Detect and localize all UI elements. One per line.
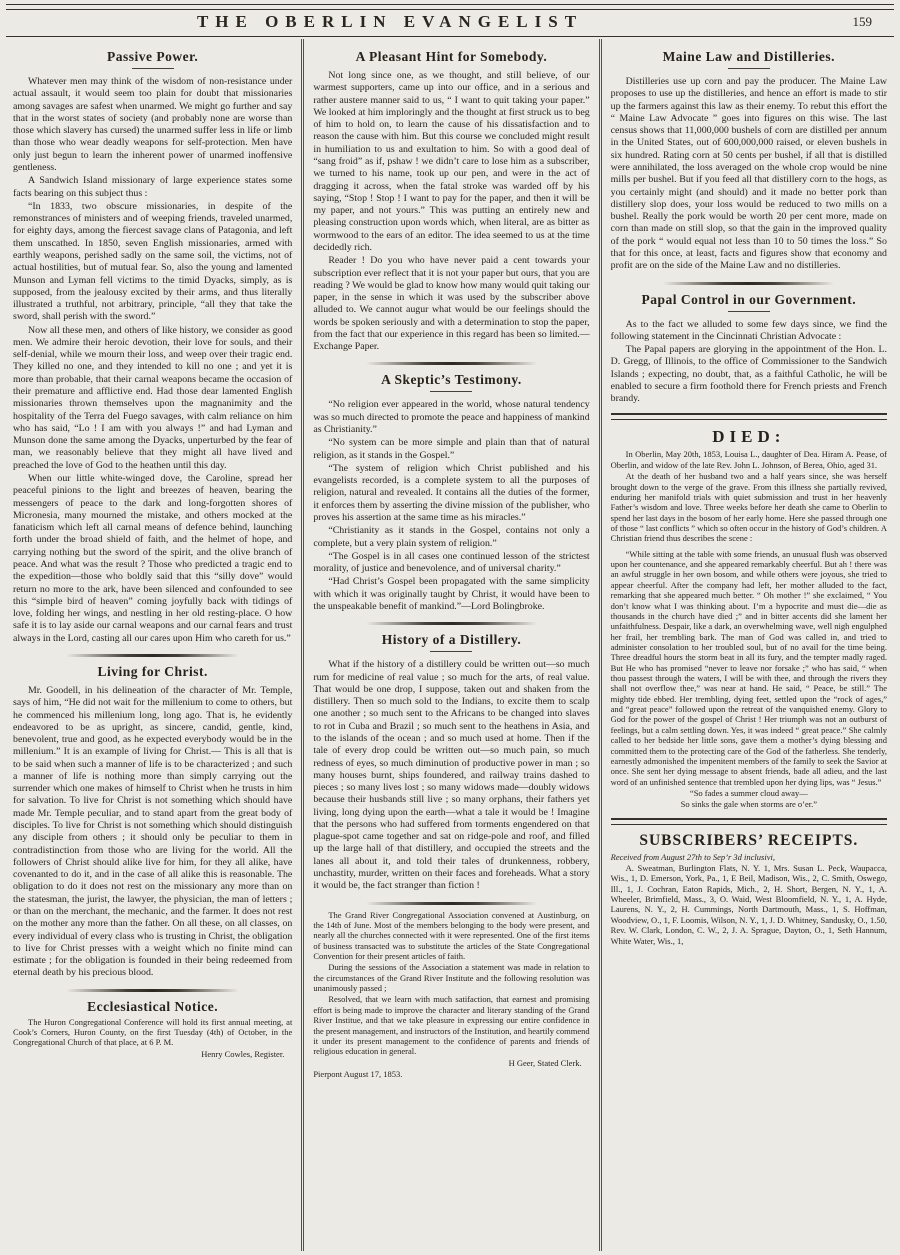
thick-rule [611, 413, 887, 420]
paragraph: “While sitting at the table with some friends, an unusual flush was observed upon her countenance, and she appeared remarkably cheerful. But ah ! there was an awful struggle in her own bosom, and while others were joyous, she tried to appear cheerful. After the company had left, her mother alluded to the fact, remarking that she appeared much better. “ Oh mother !” she exclaimed, “ You don’t know what I was thinking about. I’m a hypocrite and must die—die as thousands in the church have died ;” and in bitter accents did she lament her unfaithfulness. Despair, like a dark, an overwhelming wave, well nigh engulphed her frail, her trembling bark. The man of God was called in, and tried to administer consolation to her troubled soul, but of no avail for the time being. Three dreadful hours the storm beat in all its fury, and the tempter madly raged. But He who has promised “never to leave nor forsake ;” who has said, “ when thou passest through the waters, I will be with thee, and through the rivers they shall not overflow thee,” was near at hand. He said, “ Peace, be still.” The mighty tide ebbed. Her trembling, dying feet, settled upon the “rock of ages,” and “great peace” followed upon the retreat of the vanquished enemy. Glory to God for the power of the gospel of Christ ! Her triumph was not an outburst of feelings, but a calm settling down. Yes, it was indeed “ great peace.” She calmly called to her bedside her little sons, gave them a mother’s dying blessing and committed them to the protecting care of the God of the fatherless. She tenderly, earnestly admonished the impenitent members of the family to seek the Savior at once. She sent her dying message to absent friends, bade all adieu, and the last word of an unfinished sentence that trembled upon her dying lips, was “ Jesus.” [610, 548, 887, 787]
masthead [0, 0, 900, 39]
short-rule [728, 68, 770, 69]
long-rule [663, 282, 834, 285]
article-heading: A Pleasant Hint for Somebody. [355, 49, 548, 64]
paragraph: “The system of religion which Christ published and his evangelists recorded, is a complete system to all the purposes of religion, natural and revealed. It contains all the duties of the former, it enforces them by asserting the divine mission of the publisher, who proves his assertion at the same time as his miracles.” [313, 462, 590, 523]
masthead-under-rule [6, 36, 894, 39]
paragraph: Reader ! Do you who have never paid a cent towards your subscription ever reflect that it is not your paper but ours, that you are reading ? We would be glad to know how many would quit taking our paper, in the sense in which it was used by the subscriber above alluded to. We cannot augur what would be our feelings should the words be spoken seriously and with a determination to stop the paper, from the fact that our experience in this regard has been so limited.—Exchange Paper. [313, 255, 590, 353]
paragraph: Whatever men may think of the wisdom of non-resistance under actual assault, it would seem too plain for doubt that missionaries among savages are safest when unarmed. We might go further and say that in the worst states of society (and probably none are worse than those which slavery has cursed) the unarmed suffer less in life or limb than those who wear deadly weapons for self-protection. Men have only just begun to learn the inherent power of unarmed inoffensive gentleness. [13, 76, 293, 173]
article-heading: A Skeptic’s Testimony. [381, 372, 522, 388]
paragraph: As to the fact we alluded to some few days since, we find the following statement in the Cincinnati Christian Advocate : [610, 318, 887, 342]
short-rule [132, 68, 174, 69]
paragraph: A. Sweatman, Burlington Flats, N. Y. 1, Mrs. Susan L. Peck, Waupacca, Wis., 1, D. Emerson, York, Pa., 1, E Beil, Madison, Wis., 2, C. Smith, Oswego, Ill., 1, J. Cochran, Eaton Rapids, Mich., 2, H. Short, Bergen, N. Y., 1, A. Wheeler, Brimfield, Mass., 3, O. Waid, West Bloomfield, N. Y., 1, A. Hyde, Laurens, N. Y., 2, H. Cummings, North Dartmouth, Mass., 1, S. Hoffman, Woodview, O., 1, F. Loomis, Wilson, N. Y., 1, J. D. Whitney, Sandusky, O., 1.50, Rev. W. Clark, London, C. W., 2, J. A. Sprague, Dayton, O., 1, Seth Hannum, White Water, Wis., 1, [610, 863, 887, 946]
paragraph: Resolved, that we learn with much satifaction, that earnest and promising effort is being made to improve the character and literary standing of the Grand River Institue, and that we take pleasure in expressing our entire confidence in the present management, and instructors of the Institution, and heartily commend it under its present management to the confidence of parents and friends of religious education in general. [313, 994, 590, 1057]
article-heading: History of a Distillery. [381, 632, 522, 648]
article-heading: Maine Law and Distilleries. [662, 49, 836, 64]
long-rule [66, 989, 239, 992]
paragraph: H Geer, Stated Clerk. [508, 1057, 582, 1068]
short-rule [430, 651, 472, 652]
paragraph: “In 1833, two obscure missionaries, in despite of the remonstrances of ministers and of weeping friends, traveled unarmed, for eighty days, among the fiercest savage clans of Patagonia, and left them unscathed. In 1850, seven English missionaries, armed with earthly weapons, perished sadly on the same soil, the victims, not of actual hostilities, but of mutual fear. So, also the young and lamented Munson and Lyman fell victims to the timid Dyacks, simply, as is supposed, from the jealousy excited by their arms, and thus literally illustrated a truthful, not arbitrary, principle, “all they that take the sword, shall perish with the sword.” [13, 200, 293, 323]
paragraph: “So fades a summer cloud away— [689, 787, 808, 798]
short-rule [728, 311, 770, 312]
paragraph: The Papal papers are glorying in the appointment of the Hon. L. D. Gregg, of Illinois, to the office of Commissioner to the Sandwich Islands ; expecting, no doubt, that, as a faithful Catholic, he will be enabled to secure a firm foothold there for French priests and French brandy. [610, 344, 887, 405]
long-rule [366, 902, 537, 905]
paragraph: A Sandwich Island missionary of large experience states some facts bearing on this subject thus : [13, 175, 293, 199]
article-heading: DIED: [712, 427, 786, 447]
paragraph: Received from August 27th to Sep’r 3d inclusivi, [610, 851, 775, 862]
column-right [599, 39, 896, 1251]
paragraph: “Had Christ’s Gospel been propagated with the same simplicity with which it was originally taught by Christ, it would have been to the unspeakable benefit of mankind.”—Lord Bolingbroke. [313, 576, 590, 612]
paragraph: Distilleries use up corn and pay the producer. The Maine Law proposes to use up the distilleries, and hence an effort is made to stir up the farmers against this law as their enemy. To rebut this effort the “ Maine Law Advocate ” goes into figures on this wise. The last census shows that 11,000,000 bushels of corn are distilled per annum in the United States, out of 600,000,000 raised, or eleven bushels in six hundred. Rating corn at 50 cents per bushel, if all that is distilled were annihilated, the loss averaged on the whole crop would be nine mills per bushel. But if you feed all that distillery corn to the hogs, as you certainly might (and should) and it made no better pork than distillery slop does, your loss would be reduced to two mills on a bushel. Really the pork would be worth 20 per cent more, made on corn than made on still slop, so that the gain in the improved quality of the pork “ would equal not less than 10 to 50 times the loss.” So that for this once, at least, facts and figures show that economy and profit are on the side of the Maine Law and no distilleries. [610, 76, 887, 272]
paragraph: During the sessions of the Association a statement was made in relation to the circumstances of the Grand River Institute and the following resolution was unanimously passed ; [313, 962, 590, 994]
paragraph: Now all these men, and others of like history, we consider as good men. We admire their heroic devotion, their love for souls, and their self-denial, while we mourn their loss, and weep over their tragic end. They killed no one, and they intended to kill no one ; and yet it is more than probable, that their carnal weapons became the occasion of their premature and afflictive end. Had those dear lamented English missionaries thrown themselves upon the magnanimity and the hospitality of the Terra del Fuego savages, with calm reliance on him who has said, “Lo ! I am with you always !” and had Lyman and Munson done the same among the Dyacks, unperturbed by the fear of man, we reasonably believe that they might all have lived and preached the love of God to the heathen until this day. [13, 324, 293, 471]
masthead-row [0, 10, 900, 36]
long-rule [366, 362, 537, 365]
thick-rule [611, 818, 887, 825]
page-number: 159 [852, 14, 872, 29]
column-center [301, 39, 598, 1251]
paragraph: Pierpont August 17, 1853. [313, 1068, 403, 1079]
paragraph: Mr. Goodell, in his delineation of the character of Mr. Temple, says of him, “He did not wait for the millenium to come to others, but he commenced his millenium long, long ago. That is, he evidently endeavored to be as upright, as sincere, candid, gentle, kind, benevolent, true and good, as he expected everybody would be in the millenium.” It is an example of living for Christ.— This is all that is to be said when such a manner of life is to be characterized ; and such a manner of life is nothing more than simply carrying out the surrender which one makes of himself to Christ when he trusts in him for salvation. To live for Christ is not something which should have made Mr. Temple peculiar, and to stand apart from the great body of disciples. To live for Christ is not something which should distinguish any disciple from others ; it should only be peculiar to them in contradistinction from those who are living for the world. All the followers of Christ should alike live for him, for they all alike, have covenanted to do it, and in the case of all alike this is reasonable. The obligation to do it does not rest on the missionary any more than on the statesman, the jurist, the lawyer, the physician, the man of letters ; or than on the merchant, the mechanic, and the farmer. It does not rest on the mother any more than the father. On all these, on all classes, on every individual of every class who is trusting in Christ, the obligation to live for Christ presses with a weight which no finite mind can estimate ; for the obligation is founded in their being redeemed from eternal death by his precious blood. [13, 684, 293, 979]
paragraph: The Huron Congregational Conference will hold its first annual meeting, at Cook’s Corners, Huron County, on the first Tuesday (4th) of October, in the Congregational Church of that place, at 6 P. M. [13, 1016, 293, 1048]
paragraph: In Oberlin, May 20th, 1853, Louisa L., daughter of Dea. Hiram A. Pease, of Oberlin, and widow of the late Rev. John L. Johnson, of Berea, Ohio, aged 31. [610, 449, 887, 470]
paragraph: Not long since one, as we thought, and still believe, of our warmest supporters, came up into our office, and in a serious and rather austere manner said to us, “ I want to quit taking your paper.” We looked at him imploringly and the thought at first struck us to beg of him to hold on, to learn the cause of his dissatisfaction and to reason the cause with him. But this course we concluded might result in humiliation to us and exultation to him. So with a good deal of “sang froid” as if, pshaw ! we didn’t care to lose him as a subscriber, we turned to his name, took up our pen, and were in the act of dragging it across, when the fatal stroke was warded off by his saying, “Stop ! Stop ! I want to pay for the paper, and then it will be my paper, and not yours.” This was putting an entirely new and pleasing construction upon words which, when literal, are as bitter as wormwood to the ears of an editor. The idea seemed to us at the time decidedly rich. [313, 70, 590, 253]
paragraph: “Christianity as it stands in the Gospel, contains not only a complete, but a very plain system of religion.” [313, 525, 590, 549]
article-heading: Passive Power. [107, 49, 199, 64]
article-heading: Ecclesiastical Notice. [87, 998, 219, 1014]
article-heading: Papal Control in our Government. [641, 291, 857, 307]
column-left [4, 39, 301, 1251]
paragraph: “No religion ever appeared in the world, whose natural tendency was so much directed to promote the peace and happiness of mankind as Christianity.” [313, 399, 590, 436]
long-rule [366, 622, 537, 625]
column-container [4, 39, 896, 1251]
paragraph: At the death of her husband two and a half years since, she was herself brought down to the verge of the grave. From this illness she partially revived, enduring her manifold trials with quiet submission and trust in her heavenly Father’s wisdom and love. Three weeks before her death she came to Oberlin to spend her last days in the bosom of her early home. Here she passed through one of those “ last conflicts ” which so often occur in the history of God’s children. A Christian friend thus describes the scene : [610, 471, 887, 544]
paragraph: “No system can be more simple and plain than that of natural religion, as it stands in the Gospel.” [313, 437, 590, 461]
paragraph: So sinks the gale when storms are o’er.” [680, 799, 818, 810]
paper-title: THE OBERLIN EVANGELIST [196, 12, 584, 31]
paragraph: The Grand River Congregational Association convened at Austinburg, on the 14th of June. Most of the members belonging to the body were present, and nearly all the churches connected with it were represented. One of the first items of business transacted was to substitute the articles of the State Congregational Convention for their present articles of faith. [313, 909, 590, 962]
article-heading: Living for Christ. [97, 663, 208, 679]
short-rule [430, 391, 472, 392]
paragraph: Henry Cowles, Register. [201, 1048, 285, 1059]
paragraph: What if the history of a distillery could be written out—so much rum for medicine of real value ; so much for the arts, of real value. That would be one drop, I suppose, taken out and shaken from the distillery. Then so much sold to the Indians, to excite them to scalp one another ; so much sent to the Africans to be changed into slaves to rot in Cuba and Brazil ; so much sent to the heathens in Asia, and to the islands of the ocean ; and so much used at home. Then if the tale of every drop could be written out—so much pain, so much redness of eyes, so much diminution of productive power in man ; so many houses burnt, ships foundered, and railway trains dashed to pieces ; so many lives lost ; so many widows made—doubly widows because their husbands still live ; so many orphans, their fathers yet living, long dying upon the earth—what a tale it would be ! Imagine that the persons who had suffered from torments engendered on that plague-spot came together and sat on ridge-pole and roof, and filled up the large hall of that distillery, and occupied the streets and the lanes all about it, and told their tales of drunkenness, robbery, unchastity, murder, written on their faces and foreheads. What a story it would be, the fact stranger than fiction ! [313, 659, 590, 892]
long-rule [66, 654, 239, 657]
paragraph: “The Gospel is in all cases one continued lesson of the strictest morality, of justice and benevolence, and of universal charity.” [313, 550, 590, 575]
article-heading: SUBSCRIBERS’ RECEIPTS. [639, 831, 859, 849]
paragraph: When our little white-winged dove, the Caroline, spread her peaceful pinions to the light and breezes of heaven, bearing the messengers of peace to the dark and long-forgotten shores of Micronesia, many mourned the mistake, and others mocked at the fanaticism which left all carnal means of defence behind, launching forth under the broad shield of faith, and the helmet of hope, and carrying nothing but the sword of the spirit, and the olive branch of peace. And what was the result ? Those who predicted a tragic end to the expedition—those who boldly said that this “silly dove” would return no more to the ark, have been silenced and confounded to see this “simple bird of heaven” coming joyfully back with tidings of love, folding her wings, and nestling in her old resting-place. O how safe it is to lay aside our carnal weapons and our carnal fears and trust always in the Lord, casting all our cares upon Him who careth for us.” [13, 473, 293, 644]
